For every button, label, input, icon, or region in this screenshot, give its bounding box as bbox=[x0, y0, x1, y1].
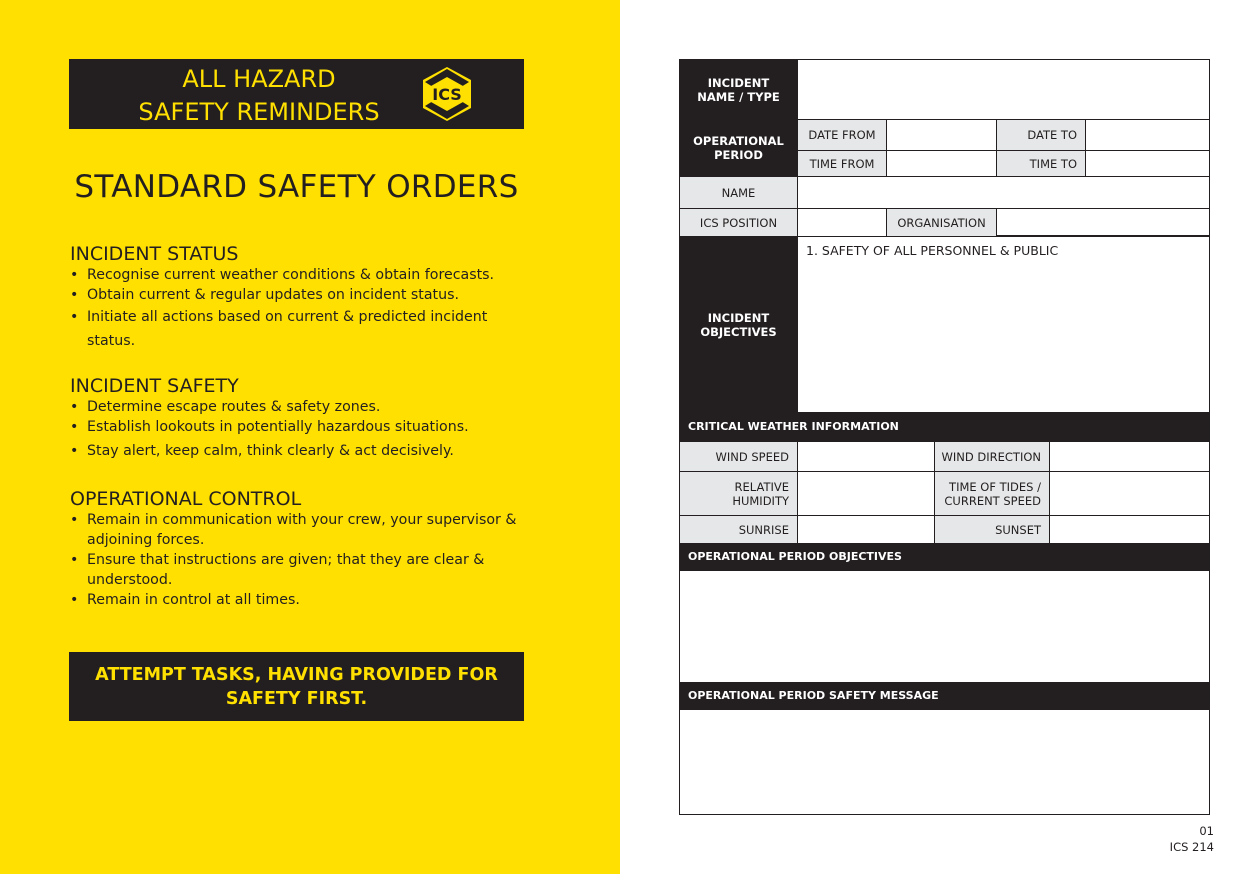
date-from-field[interactable] bbox=[887, 120, 997, 151]
ics-214-form bbox=[679, 59, 1210, 815]
section-heading: INCIDENT SAFETY bbox=[70, 375, 239, 397]
relative-humidity-label: RELATIVE HUMIDITY bbox=[680, 472, 798, 516]
sunset-label: SUNSET bbox=[935, 516, 1050, 544]
organisation-label: ORGANISATION bbox=[887, 209, 997, 237]
op-period-objectives-header: OPERATIONAL PERIOD OBJECTIVES bbox=[680, 544, 1209, 571]
sunrise-label: SUNRISE bbox=[680, 516, 798, 544]
section-heading: INCIDENT STATUS bbox=[70, 243, 239, 265]
time-of-tides-field[interactable] bbox=[1050, 472, 1209, 516]
objective-1-text: 1. SAFETY OF ALL PERSONNEL & PUBLIC bbox=[806, 243, 1059, 258]
wind-speed-label: WIND SPEED bbox=[680, 442, 798, 472]
section-incident-safety bbox=[70, 375, 530, 461]
list-item: • Determine escape routes & safety zones. bbox=[70, 397, 530, 417]
op-period-safety-field[interactable] bbox=[680, 710, 1209, 814]
list-item: • Stay alert, keep calm, think clearly & act decisively. bbox=[70, 441, 530, 461]
sunrise-field[interactable] bbox=[798, 516, 935, 544]
op-period-objectives-field[interactable] bbox=[680, 571, 1209, 683]
time-to-field[interactable] bbox=[1086, 151, 1209, 177]
organisation-field[interactable] bbox=[997, 209, 1209, 237]
ics-position-label: ICS POSITION bbox=[680, 209, 798, 237]
banner-line-1: ALL HAZARD bbox=[182, 65, 336, 93]
critical-weather-header: CRITICAL WEATHER INFORMATION bbox=[680, 413, 1209, 442]
list-item: • Recognise current weather conditions & obtain forecasts. bbox=[70, 265, 530, 285]
time-to-label: TIME TO bbox=[997, 151, 1086, 177]
list-item: • Establish lookouts in potentially hazardous situations. bbox=[70, 417, 530, 437]
form-code: ICS 214 bbox=[1169, 840, 1214, 854]
time-of-tides-label: TIME OF TIDES / CURRENT SPEED bbox=[935, 472, 1050, 516]
operational-period-label: OPERATIONAL PERIOD bbox=[680, 120, 798, 177]
page-number: 01 bbox=[1199, 824, 1214, 838]
sunset-field[interactable] bbox=[1050, 516, 1209, 544]
ics-position-field[interactable] bbox=[798, 209, 887, 237]
section-incident-status bbox=[70, 243, 530, 353]
bullet-list bbox=[70, 265, 530, 353]
date-to-field[interactable] bbox=[1086, 120, 1209, 151]
footer-banner bbox=[69, 652, 524, 721]
page-title: STANDARD SAFETY ORDERS bbox=[74, 169, 519, 205]
wind-direction-field[interactable] bbox=[1050, 442, 1209, 472]
wind-speed-field[interactable] bbox=[798, 442, 935, 472]
bullet-list bbox=[70, 397, 530, 461]
list-item: • Remain in communication with your crew, your supervisor & adjoining forces. bbox=[70, 510, 527, 550]
list-item: • Remain in control at all times. bbox=[70, 590, 530, 610]
wind-direction-label: WIND DIRECTION bbox=[935, 442, 1050, 472]
page-footer bbox=[1170, 823, 1214, 855]
bullet-list bbox=[70, 510, 530, 610]
date-from-label: DATE FROM bbox=[798, 120, 887, 151]
op-period-safety-header: OPERATIONAL PERIOD SAFETY MESSAGE bbox=[680, 683, 1209, 710]
banner-line-2: SAFETY REMINDERS bbox=[138, 98, 380, 126]
header-banner bbox=[69, 59, 524, 129]
section-operational-control bbox=[70, 488, 530, 610]
list-item: • Ensure that instructions are given; that they are clear & understood. bbox=[70, 550, 492, 590]
name-field[interactable] bbox=[798, 177, 1209, 209]
right-panel bbox=[620, 0, 1240, 874]
ics-logo-icon bbox=[417, 65, 477, 123]
time-from-field[interactable] bbox=[887, 151, 997, 177]
list-item: • Obtain current & regular updates on incident status. bbox=[70, 285, 530, 305]
logo-text: ICS bbox=[432, 85, 462, 104]
date-to-label: DATE TO bbox=[997, 120, 1086, 151]
section-heading: OPERATIONAL CONTROL bbox=[70, 488, 302, 510]
incident-name-field[interactable] bbox=[798, 60, 1209, 120]
footer-message: ATTEMPT TASKS, HAVING PROVIDED FOR SAFETY FIRST. bbox=[95, 665, 498, 709]
incident-objectives-field[interactable] bbox=[798, 237, 1209, 413]
incident-name-label: INCIDENT NAME / TYPE bbox=[680, 60, 798, 120]
name-label: NAME bbox=[680, 177, 798, 209]
relative-humidity-field[interactable] bbox=[798, 472, 935, 516]
time-from-label: TIME FROM bbox=[798, 151, 887, 177]
list-item: • Initiate all actions based on current & predicted incident status. bbox=[70, 305, 507, 353]
banner-title bbox=[99, 63, 419, 129]
incident-objectives-label: INCIDENT OBJECTIVES bbox=[680, 237, 798, 413]
